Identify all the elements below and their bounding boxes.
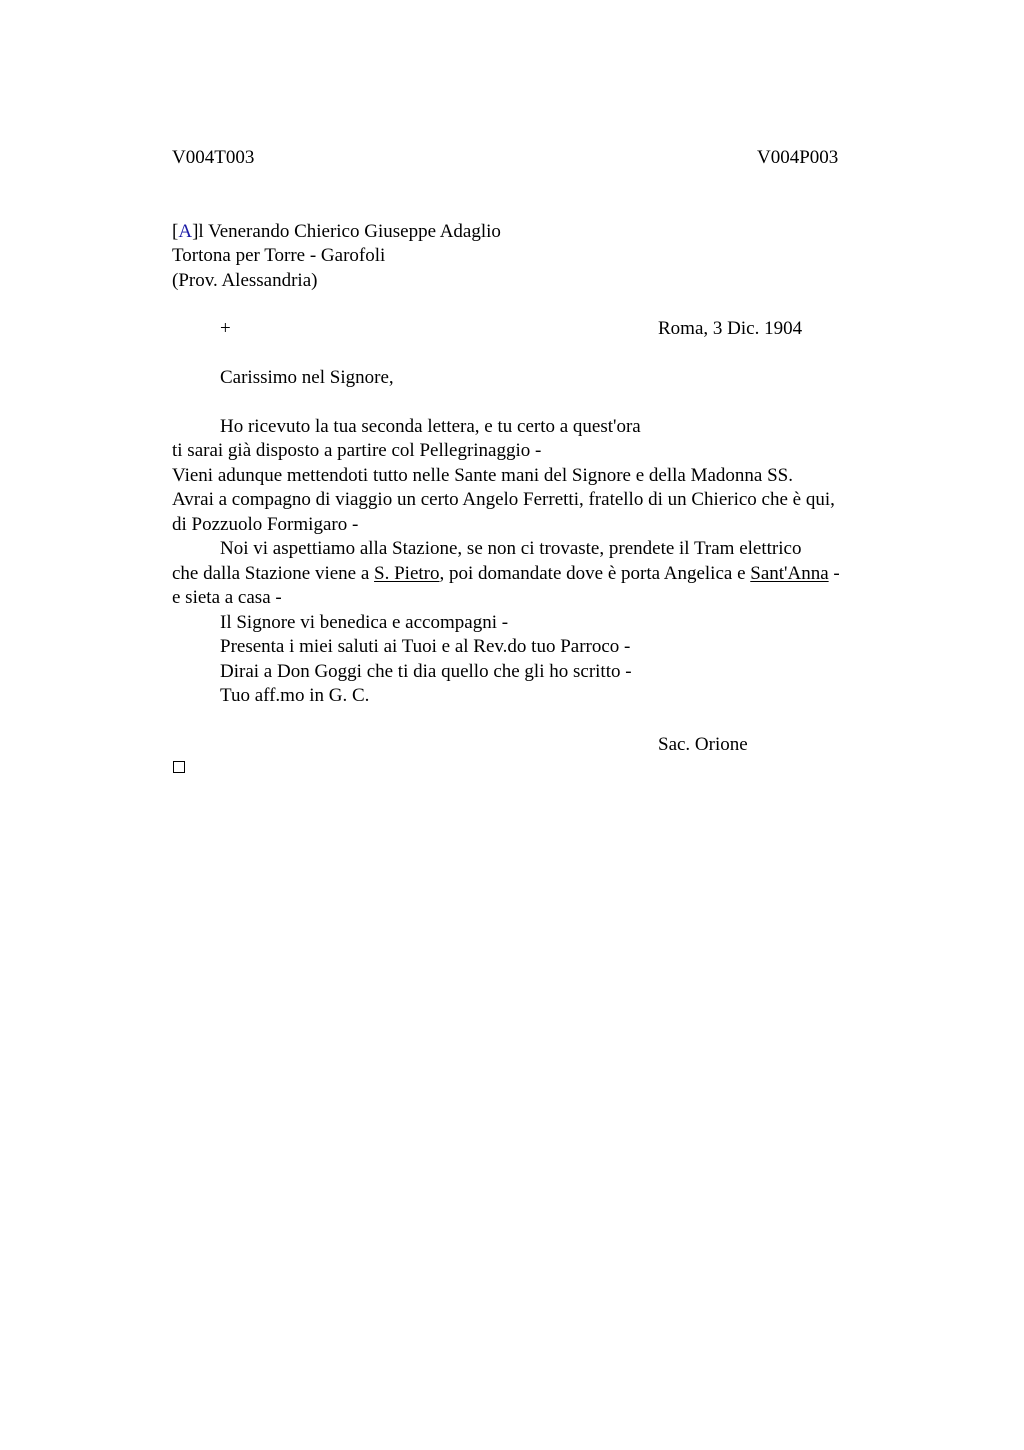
- body-line: Presenta i miei saluti ai Tuoi e al Rev.do tuo Parroco -: [220, 636, 631, 657]
- body-line: Vieni adunque mettendoti tutto nelle Sante mani del Signore e della Madonna SS.: [172, 465, 793, 486]
- address-initial: A: [178, 221, 193, 242]
- address-line-3: (Prov. Alessandria): [172, 270, 318, 291]
- header-right-code: V004P003: [757, 147, 839, 168]
- header-left-code: V004T003: [172, 147, 255, 168]
- closing: Tuo aff.mo in G. C.: [220, 685, 370, 706]
- body-line: Il Signore vi benedica e accompagni -: [220, 612, 509, 633]
- body-line: e sieta a casa -: [172, 587, 282, 608]
- signature: Sac. Orione: [658, 734, 748, 755]
- address-line-2: Tortona per Torre - Garofoli: [172, 245, 386, 266]
- body-line: di Pozzuolo Formigaro -: [172, 514, 359, 535]
- body-text: che dalla Stazione viene a: [172, 563, 375, 584]
- body-line: [172, 562, 840, 586]
- body-line: Dirai a Don Goggi che ti dia quello che gli ho scritto -: [220, 661, 632, 682]
- bracket-open: [: [172, 221, 179, 242]
- place-date: Roma, 3 Dic. 1904: [658, 318, 803, 339]
- body-line: Noi vi aspettiamo alla Stazione, se non ci trovaste, prendete il Tram elettrico: [220, 538, 802, 559]
- address-line-1: [172, 220, 501, 244]
- body-line: ti sarai già disposto a partire col Pellegrinaggio -: [172, 440, 542, 461]
- body-text: , poi domandate dove è porta Angelica e: [439, 563, 751, 584]
- body-text: -: [828, 563, 840, 584]
- address-line-1-rest: l Venerando Chierico Giuseppe Adaglio: [198, 221, 501, 242]
- body-line: Avrai a compagno di viaggio un certo Angelo Ferretti, fratello di un Chierico che è qui,: [172, 489, 835, 510]
- place-s-pietro: S. Pietro: [374, 563, 440, 584]
- bracket-close: ]: [192, 221, 199, 242]
- cross-mark: +: [220, 318, 231, 339]
- body-line: Ho ricevuto la tua seconda lettera, e tu certo a quest'ora: [220, 416, 641, 437]
- empty-square-icon: [173, 761, 185, 773]
- salutation: Carissimo nel Signore,: [220, 367, 394, 388]
- place-sant-anna: Sant'Anna: [750, 563, 829, 584]
